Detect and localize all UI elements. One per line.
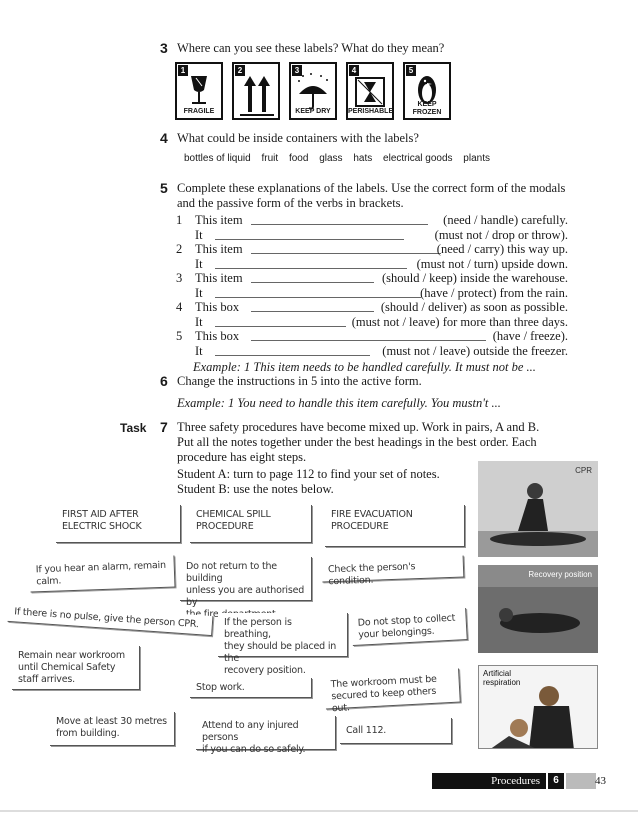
note-text: Do not stop to collect xyxy=(357,612,456,629)
note-text: Attend to any injured persons xyxy=(202,720,299,743)
task-line-1: Three safety procedures have become mixed up. Work in pairs, A and B. xyxy=(177,420,540,434)
row-lead: It xyxy=(195,314,203,329)
note-text: ELECTRIC SHOCK xyxy=(62,521,142,532)
row-lead: This box xyxy=(195,329,240,343)
note-text: FIRST AID AFTER xyxy=(62,509,139,520)
note-alarm[interactable] xyxy=(29,555,175,592)
note-text: secured to keep others out. xyxy=(331,685,437,715)
label-caption: PERISHABLE xyxy=(348,108,394,115)
q5-instruction-1: Complete these explanations of the labels. Use the correct form of the modals xyxy=(177,181,566,195)
exercise-row xyxy=(176,286,568,301)
answer-blank[interactable] xyxy=(251,244,441,254)
word-item: food xyxy=(288,153,309,164)
task-label: Task xyxy=(120,421,147,435)
note-text: PROCEDURE xyxy=(331,521,389,532)
row-tail: (should / deliver) as soon as possible. xyxy=(380,300,568,314)
answer-blank[interactable] xyxy=(215,288,421,298)
row-lead: It xyxy=(195,256,203,271)
note-text: The workroom must be xyxy=(330,673,437,691)
word-item: hats xyxy=(353,153,373,164)
note-do-not-stop[interactable] xyxy=(351,608,468,646)
note-text: PROCEDURE xyxy=(196,521,254,532)
note-text: fire xyxy=(203,609,219,620)
word-item: electrical goods xyxy=(383,153,453,164)
q6-number: 6 xyxy=(160,373,168,389)
row-tail: (must not / drop or throw). xyxy=(434,227,568,242)
q3-text: Where can you see these labels? What do they mean? xyxy=(177,41,445,55)
row-number: 3 xyxy=(176,271,183,285)
note-check-condition[interactable] xyxy=(322,556,465,588)
note-heading-first-aid[interactable] xyxy=(56,505,181,543)
row-tail: (should / keep) inside the warehouse. xyxy=(381,271,568,285)
row-lead: This item xyxy=(195,271,243,285)
row-tail: (have / freeze). xyxy=(492,329,568,343)
hourglass-icon xyxy=(348,72,392,112)
answer-blank[interactable] xyxy=(215,346,370,356)
student-b: Student B: use the notes below. xyxy=(177,482,334,496)
answer-blank[interactable] xyxy=(215,230,404,240)
photo-recovery-position xyxy=(478,565,598,653)
row-lead: It xyxy=(195,285,203,300)
exercise-row xyxy=(176,300,568,315)
footer-unit: 6 xyxy=(548,773,564,789)
photo-caption: respiration xyxy=(483,678,521,687)
note-text: your belongings. xyxy=(358,625,435,641)
q4-text: What could be inside containers with the labels? xyxy=(177,131,419,145)
exercise-row xyxy=(176,242,568,257)
exercise-row xyxy=(176,344,568,359)
row-number: 1 xyxy=(176,213,183,227)
page-bottom-rule xyxy=(0,810,638,812)
note-secure-workroom[interactable] xyxy=(324,668,461,715)
note-do-not-return[interactable] xyxy=(180,557,312,620)
exercise-row xyxy=(176,315,568,330)
note-text: Move at least 30 metres xyxy=(56,716,167,727)
page-number: 43 xyxy=(595,775,606,787)
note-text: unless you are authorised by xyxy=(186,585,305,608)
task-line-3: procedure has eight steps. xyxy=(177,450,307,464)
umbrella-icon xyxy=(291,72,335,112)
answer-blank[interactable] xyxy=(215,317,346,327)
note-text: Call 112. xyxy=(346,725,387,736)
answer-blank[interactable] xyxy=(251,331,486,341)
photo-artificial-respiration xyxy=(478,665,598,749)
q6-text: Change the instructions in 5 into the active form. xyxy=(177,374,422,388)
label-number: 3 xyxy=(292,65,302,76)
word-list xyxy=(184,153,490,164)
note-text: Do not return to the building xyxy=(186,561,277,584)
note-text: FIRE EVACUATION xyxy=(331,509,413,520)
q5-number: 5 xyxy=(160,180,168,196)
row-tail: (have / protect) from the rain. xyxy=(420,285,568,300)
label-this-way-up xyxy=(232,62,280,120)
photo-caption: Recovery position xyxy=(528,570,592,579)
note-text: If you hear an alarm, remain xyxy=(35,559,167,576)
note-text: calm. xyxy=(36,575,62,588)
label-perishable xyxy=(346,62,394,120)
label-number: 4 xyxy=(349,65,359,76)
exercise-row xyxy=(176,271,568,286)
word-item: fruit xyxy=(261,153,279,164)
photo-caption: CPR xyxy=(575,466,592,475)
row-tail: (must not / turn) upside down. xyxy=(416,256,568,271)
q6-example: Example: 1 You need to handle this item carefully. You mustn't ... xyxy=(177,396,501,410)
exercise-row xyxy=(176,228,568,243)
note-move-30-metres[interactable] xyxy=(50,712,175,746)
note-text: recovery position. xyxy=(224,665,306,676)
row-number: 4 xyxy=(176,300,183,314)
word-item: plants xyxy=(463,153,490,164)
photo-cpr xyxy=(478,461,598,557)
note-call-112[interactable] xyxy=(340,718,452,744)
row-lead: This item xyxy=(195,213,243,227)
row-tail: (must not / leave) outside the freezer. xyxy=(382,343,568,358)
note-stop-work[interactable] xyxy=(190,678,312,698)
footer-page-box xyxy=(566,773,596,789)
note-text: staff arrives. xyxy=(18,674,75,685)
row-tail: (need / carry) this way up. xyxy=(436,242,568,256)
note-text: CHEMICAL SPILL xyxy=(196,509,271,520)
exercise-row xyxy=(176,213,568,228)
row-lead: It xyxy=(195,227,203,242)
row-lead: It xyxy=(195,343,203,358)
q3-number: 3 xyxy=(160,40,168,56)
row-tail: (must not / leave) for more than three days. xyxy=(351,314,568,329)
row-number: 2 xyxy=(176,242,183,256)
label-number: 2 xyxy=(235,65,245,76)
q5-instruction-2: and the passive form of the verbs in brackets. xyxy=(177,196,404,210)
exercise-row xyxy=(176,257,568,272)
up-arrows-icon xyxy=(234,70,278,120)
note-heading-chemical-spill[interactable] xyxy=(190,505,312,543)
student-a: Student A: turn to page 112 to find your set of notes. xyxy=(177,467,440,481)
word-item: glass xyxy=(319,153,343,164)
note-heading-fire-evacuation[interactable] xyxy=(325,505,465,547)
q5-example: Example: 1 This item needs to be handled carefully. It must not be ... xyxy=(193,360,536,374)
label-fragile xyxy=(175,62,223,120)
note-text: Check the person's condition. xyxy=(327,561,416,588)
row-lead: This box xyxy=(195,300,240,314)
label-number: 5 xyxy=(406,65,416,76)
footer-section: Procedures xyxy=(491,775,540,787)
note-text: If the person is breathing, xyxy=(224,617,292,640)
note-text: If there is no pulse, give the person CPR. xyxy=(13,606,200,631)
label-caption: FRAGILE xyxy=(183,108,215,115)
note-no-pulse-cpr[interactable] xyxy=(8,602,214,636)
note-remain-near[interactable] xyxy=(12,646,140,690)
label-number: 1 xyxy=(178,65,188,76)
label-keep-frozen xyxy=(403,62,451,120)
row-lead: This item xyxy=(195,242,243,256)
note-text: if you can do so safely. xyxy=(202,744,306,755)
q4-number: 4 xyxy=(160,130,168,146)
answer-blank[interactable] xyxy=(215,259,407,269)
row-tail: (need / handle) carefully. xyxy=(443,213,568,227)
note-breathing[interactable] xyxy=(218,613,348,676)
note-text: they should be placed in the xyxy=(224,641,337,664)
photo-caption: Artificial xyxy=(483,669,512,678)
label-caption: KEEP FROZEN xyxy=(412,101,442,116)
label-caption: KEEP DRY xyxy=(295,108,331,115)
note-text: Stop work. xyxy=(196,682,245,693)
row-number: 5 xyxy=(176,329,183,343)
exercise-row xyxy=(176,329,568,344)
note-attend-injured[interactable] xyxy=(196,716,336,755)
word-item: bottles of liquid xyxy=(184,153,251,164)
answer-blank[interactable] xyxy=(251,302,374,312)
note-text: until Chemical Safety xyxy=(18,662,116,673)
answer-blank[interactable] xyxy=(251,273,374,283)
label-keep-dry xyxy=(289,62,337,120)
note-text: from building. xyxy=(56,728,120,739)
cpr-illustration xyxy=(478,461,598,557)
task-number: 7 xyxy=(160,419,168,435)
wine-glass-icon xyxy=(177,72,221,110)
footer-bar xyxy=(432,773,546,789)
note-text: Remain near workroom xyxy=(18,650,125,661)
task-line-2: Put all the notes together under the best headings in the best order. Each xyxy=(177,435,537,449)
answer-blank[interactable] xyxy=(251,215,428,225)
